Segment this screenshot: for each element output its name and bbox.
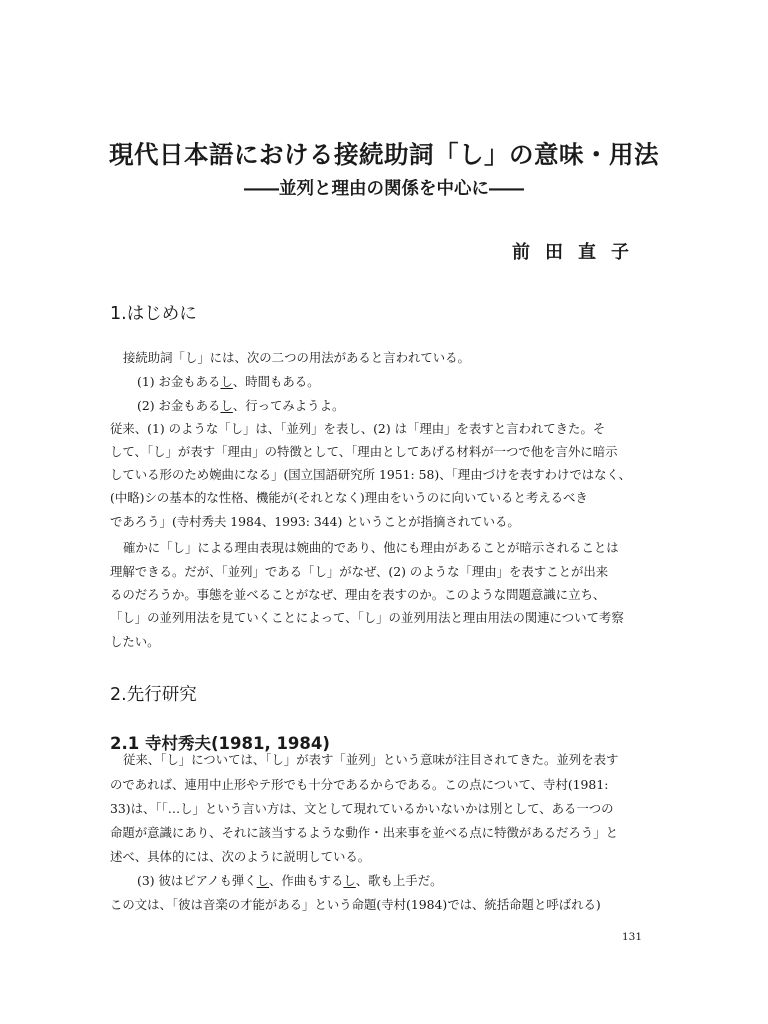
example-sentence-3: (3) 彼はピアノも弾くし、作曲もするし、歌も上手だ。 xyxy=(137,873,443,888)
paragraph-line: 接続助詞「し」には、次の二つの用法があると言われている。 xyxy=(123,350,470,365)
paragraph-line: 命題が意識にあり、それに該当するような動作・出来事を並べる点に特徴があるだろう」と xyxy=(110,825,619,840)
paragraph-line: この文は、「彼は音楽の才能がある」という命題(寺村(1984)では、統括命題と呼ばれる) xyxy=(110,897,601,912)
paragraph-line: 「し」の並列用法を見ていくことによって、「し」の並列用法と理由用法の関連について考察 xyxy=(110,610,624,625)
paragraph-line: 従来、「し」については、「し」が表す「並列」という意味が注目されてきた。並列を表す xyxy=(123,752,619,767)
paragraph-line: るのだろうか。事態を並べることがなぜ、理由を表すのか。このような問題意識に立ち、 xyxy=(110,587,606,602)
paragraph-line: 従来、(1) のような「し」は、「並列」を表し、(2) は「理由」を表すと言われてきた。そ xyxy=(110,421,606,436)
paragraph-line: 33)は、「「…し」という言い方は、文として現れているかいないかは別として、ある一つの xyxy=(110,801,614,816)
subsection-heading-teramura: 2.1 寺村秀夫(1981, 1984) xyxy=(110,734,330,753)
section-heading-introduction: 1.はじめに xyxy=(110,304,197,324)
section-heading-prior-research: 2.先行研究 xyxy=(110,685,197,705)
page-number: 131 xyxy=(622,931,643,943)
paragraph-line: して、「し」が表す「理由」の特徴として、「理由としてあげる材料が一つで他を言外に暗示 xyxy=(110,444,618,459)
paragraph-line: 理解できる。だが、「並列」である「し」がなぜ、(2) のような「理由」を表すことが出来 xyxy=(110,564,609,579)
paper-title: 現代日本語における接続助詞「し」の意味・用法 xyxy=(109,140,659,169)
paragraph-line: している形のため婉曲になる」(国立国語研究所 1951: 58)、「理由づけを表すわけではなく、 xyxy=(110,467,632,482)
paragraph-line: 述べ、具体的には、次のように説明している。 xyxy=(110,849,371,864)
paper-subtitle: ――並列と理由の関係を中心に―― xyxy=(244,179,524,199)
paragraph-line: 確かに「し」による理由表現は婉曲的であり、他にも理由があることが暗示されることは xyxy=(123,540,619,555)
example-sentence-1: (1) お金もあるし、時間もある。 xyxy=(137,374,320,389)
paragraph-line: であろう」(寺村秀夫 1984、1993: 344) ということが指摘されている。 xyxy=(110,514,520,529)
author-name: 前田直子 xyxy=(512,242,644,263)
paragraph-line: したい。 xyxy=(110,634,160,649)
paragraph-line: (中略)シの基本的な性格、機能が(それとなく)理由をいうのに向いていると考えるべき xyxy=(110,490,588,505)
paragraph-line: のであれば、連用中止形やテ形でも十分であるからである。この点について、寺村(1981: xyxy=(110,777,609,792)
example-sentence-2: (2) お金もあるし、行ってみようよ。 xyxy=(137,398,345,413)
